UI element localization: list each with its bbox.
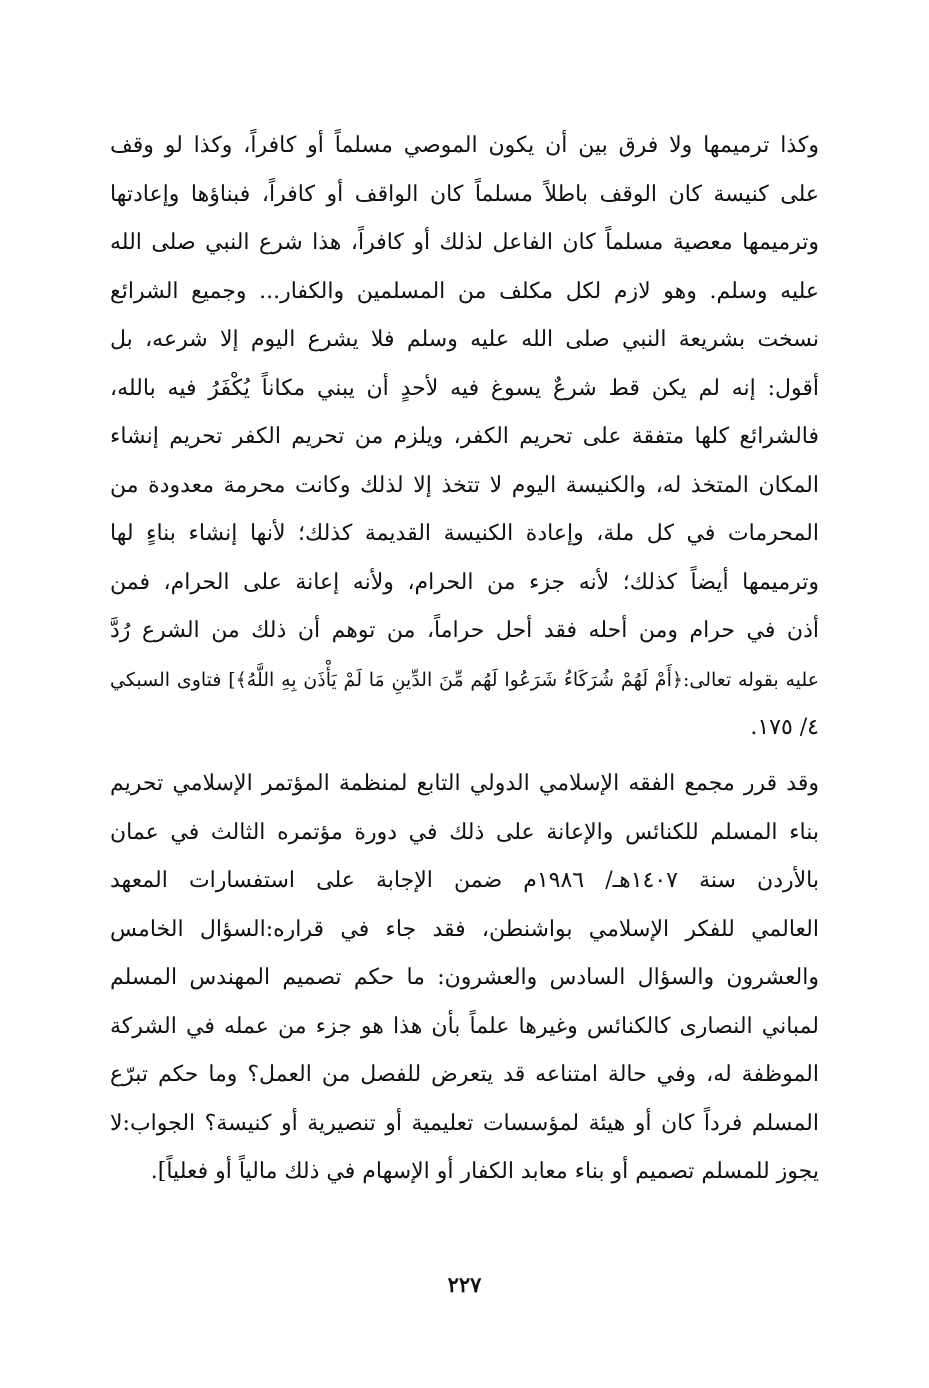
text-line: يجوز للمسلم تصميم أو بناء معابد الكفار أو الإسهام في ذلك مالياً أو فعلياً]. <box>150 1159 819 1184</box>
text-line: بناء المسلم للكنائس والإعانة على ذلك في دورة مؤتمره الثالث في عمان <box>110 819 819 845</box>
text-line: فالشرائع كلها متفقة على تحريم الكفر، ويلزم من تحريم الكفر تحريم إنشاء <box>110 424 819 449</box>
text-line: لمباني النصارى كالكنائس وغيرها علماً بأن هذا هو جزء من عمله في الشركة <box>110 1013 819 1039</box>
text-line: وقد قرر مجمع الفقه الإسلامي الدولي التابع لمنظمة المؤتمر الإسلامي تحريم <box>110 771 819 796</box>
text-line: عليه بقوله تعالى:﴿أَمْ لَهُمْ شُرَكَاءُ شَرَعُوا لَهُم مِّنَ الدِّينِ مَا لَمْ يَأْذَن بِهِ اللَّهُ﴾] فتاوى السبكي <box>110 668 819 691</box>
text-line: أقول: إنه لم يكن قط شرعٌ يسوغ فيه لأحدٍ أن يبني مكاناً يُكْفَرُ فيه بالله، <box>110 375 819 401</box>
paragraph-fatwa-subki <box>110 122 819 753</box>
text-line: العالمي للفكر الإسلامي بواشنطن، فقد جاء في قراره:السؤال الخامس <box>110 916 819 942</box>
text-line: بالأردن سنة ١٤٠٧هـ/ ١٩٨٦م ضمن الإجابة على استفسارات المعهد <box>110 868 819 893</box>
text-line: والعشرون والسؤال السادس والعشرون: ما حكم تصميم المهندس المسلم <box>110 965 819 990</box>
text-line: على كنيسة كان الوقف باطلاً مسلماً كان الواقف أو كافراً، فبناؤها وإعادتها <box>110 181 819 207</box>
text-line: عليه وسلم. وهو لازم لكل مكلف من المسلمين والكفار... وجميع الشرائع <box>110 278 819 304</box>
text-line: وترميمها أيضاً كذلك؛ لأنه جزء من الحرام، ولأنه إعانة على الحرام، فمن <box>110 569 819 595</box>
citation-line: ٤/ ١٧٥. <box>750 715 819 740</box>
paragraph-fiqh-academy <box>110 760 819 1197</box>
text-line: وكذا ترميمها ولا فرق بين أن يكون الموصي مسلماً أو كافراً، وكذا لو وقف <box>110 133 819 158</box>
text-line: نسخت بشريعة النبي صلى الله عليه وسلم فلا يشرع اليوم إلا شرعه، بل <box>110 327 819 352</box>
page-number: ٢٢٧ <box>447 1272 482 1297</box>
text-line: أذن في حرام ومن أحله فقد أحل حراماً، من توهم أن ذلك من الشرع رُدَّ <box>110 618 819 643</box>
text-line: المحرمات في كل ملة، وإعادة الكنيسة القديمة كذلك؛ لأنها إنشاء بناءٍ لها <box>110 521 819 546</box>
text-line: الموظفة له، وفي حالة امتناعه قد يتعرض للفصل من العمل؟ وما حكم تبرّع <box>110 1062 819 1087</box>
text-line: المسلم فرداً كان أو هيئة لمؤسسات تعليمية أو تنصيرية أو كنيسة؟ الجواب:لا <box>110 1110 819 1136</box>
text-line: وترميمها معصية مسلماً كان الفاعل لذلك أو كافراً، هذا شرع النبي صلى الله <box>110 230 819 255</box>
text-line: المكان المتخذ له، والكنيسة اليوم لا تتخذ إلا لذلك وكانت محرمة معدودة من <box>110 472 819 498</box>
